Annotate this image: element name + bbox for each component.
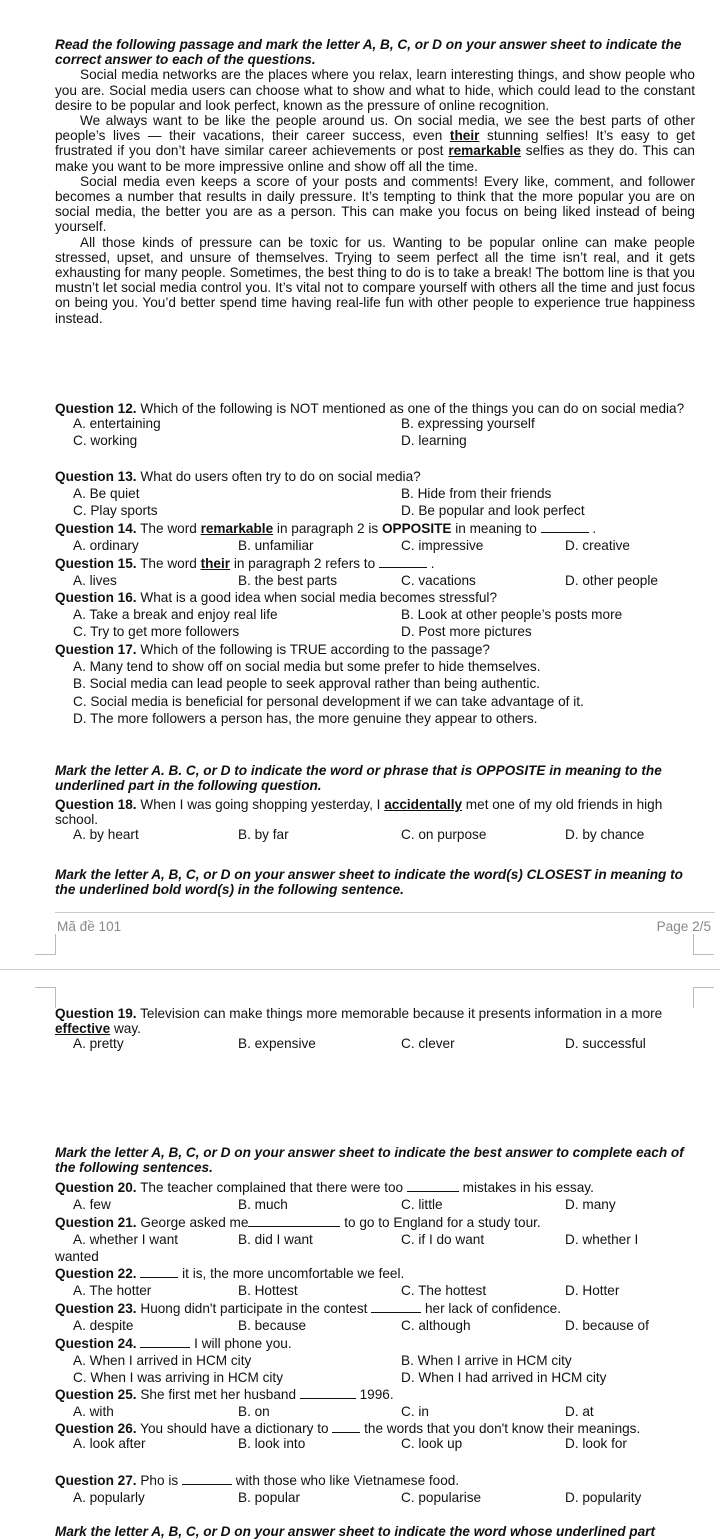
option-d[interactable]: D. Hotter — [565, 1283, 620, 1299]
option-c[interactable]: C. Try to get more followers — [73, 624, 240, 640]
instruction-closest: Mark the letter A, B, C, or D on your answer sheet to indicate the word(s) CLOSEST in meaning to the underlined bold word(s) in the following sentence. — [55, 867, 683, 898]
option-a[interactable]: A. lives — [73, 573, 117, 589]
option-c[interactable]: C. look up — [401, 1436, 463, 1452]
option-b[interactable]: B. much — [238, 1197, 288, 1213]
option-c[interactable]: C. popularise — [401, 1490, 482, 1506]
option-b[interactable]: B. by far — [238, 827, 289, 843]
option-c[interactable]: C. little — [401, 1197, 443, 1213]
question-25: Question 25. She first met her husband 1996. A. with B. on C. in D. at — [55, 1387, 594, 1420]
option-a[interactable]: A. Take a break and enjoy real life — [73, 607, 278, 623]
question-27: Question 27. Pho is with those who like Vietnamese food. A. popularly B. popular C. popularise D. popularity — [55, 1473, 642, 1506]
passage-paragraph-1: Social media networks are the places where you relax, learn interesting things, and show people who you are. Social media users can choose what to show and what to hide, which could lead to the constant desire to be popular and look perfect, known as the pressure of online recognition. — [55, 67, 695, 113]
option-c[interactable]: C. in — [401, 1404, 429, 1420]
question-16: Question 16. What is a good idea when social media becomes stressful? A. Take a break and enjoy real life B. Look at other people’s posts more C. Try to get more followers D. Post more pictures — [55, 590, 623, 640]
passage-paragraph-3: Social media even keeps a score of your posts and comments! Every like, comment, and follower becomes a number that results in daily pressure. It’s tempting to think that the more popular you are on social media, the better you are as a person. This can make you focus on being liked instead of being yourself. — [55, 173, 695, 235]
exam-code: Mã đề 101 — [57, 919, 122, 934]
option-c[interactable]: C. clever — [401, 1036, 455, 1052]
option-a[interactable]: A. Many tend to show off on social media but some prefer to hide themselves. — [73, 659, 541, 675]
crop-mark — [693, 934, 714, 955]
option-a[interactable]: A. The hotter — [73, 1283, 152, 1299]
answer-blank — [300, 1387, 356, 1399]
option-a[interactable]: A. look after — [73, 1436, 146, 1452]
option-a[interactable]: A. with — [73, 1404, 114, 1420]
answer-blank — [407, 1180, 459, 1192]
instruction-reading: Read the following passage and mark the letter A, B, C, or D on your answer sheet to indicate the correct answer to each of the questions. — [55, 37, 682, 68]
option-c[interactable]: C. vacations — [401, 573, 476, 589]
option-b[interactable]: B. Social media can lead people to seek approval rather than being authentic. — [73, 676, 541, 692]
answer-blank — [140, 1266, 178, 1278]
option-a[interactable]: A. When I arrived in HCM city — [73, 1353, 252, 1369]
crop-mark — [693, 987, 714, 1008]
answer-blank — [332, 1421, 360, 1433]
option-d[interactable]: D. popularity — [565, 1490, 642, 1506]
option-d[interactable]: D. many — [565, 1197, 616, 1213]
answer-blank — [140, 1336, 190, 1348]
question-12 — [55, 401, 695, 451]
underlined-word: effective — [55, 1021, 111, 1037]
option-a[interactable]: A. despite — [73, 1318, 134, 1334]
instruction-complete: Mark the letter A, B, C, or D on your answer sheet to indicate the best answer to complete each of the following sentences. — [55, 1145, 684, 1176]
answer-blank — [541, 521, 589, 533]
question-22: Question 22. it is, the more uncomfortable we feel. A. The hotter B. Hottest C. The hottest D. Hotter — [55, 1266, 620, 1299]
option-b[interactable]: B. Hide from their friends — [401, 486, 552, 502]
option-a[interactable]: A. Be quiet — [73, 486, 140, 502]
instruction-opposite: Mark the letter A. B. C, or D to indicate the word or phrase that is OPPOSITE in meaning to the underlined part in the following question. — [55, 763, 662, 794]
answer-blank — [371, 1301, 421, 1313]
question-text: Which of the following is NOT mentioned as one of the things you can do on social media? — [136, 401, 685, 416]
option-d[interactable]: D. The more followers a person has, the more genuine they appear to others. — [73, 710, 538, 726]
option-c[interactable]: C. Play sports — [73, 503, 158, 519]
page-number: Page 2/5 — [656, 919, 711, 934]
instruction-pronunciation: Mark the letter A, B, C, or D on your answer sheet to indicate the word whose underlined part — [55, 1524, 655, 1539]
answer-blank — [182, 1473, 232, 1485]
option-b[interactable]: B. popular — [238, 1490, 300, 1506]
option-d[interactable]: D. at — [565, 1404, 594, 1420]
reading-section — [55, 37, 695, 326]
option-c[interactable]: C. on purpose — [401, 827, 487, 843]
option-c[interactable]: C. if I do want — [401, 1232, 485, 1248]
option-d-continuation: wanted — [55, 1249, 99, 1265]
option-b[interactable]: B. the best parts — [238, 573, 337, 589]
option-a[interactable]: A. whether I want — [73, 1232, 179, 1248]
option-c[interactable]: C. Social media is beneficial for personal development if we can take advantage of it. — [73, 693, 584, 709]
underlined-word: remarkable — [200, 521, 274, 536]
option-c[interactable]: C. impressive — [401, 538, 484, 554]
option-b[interactable]: B. Hottest — [238, 1283, 298, 1299]
underlined-remarkable: remarkable — [448, 143, 521, 159]
option-d[interactable]: D. other people — [565, 573, 658, 589]
question-18: Question 18. When I was going shopping yesterday, I accidentally met one of my old friends in high school. A. by heart B. by far C. on purpose D. by chance — [55, 797, 663, 843]
option-b[interactable]: B. When I arrive in HCM city — [401, 1353, 572, 1369]
underlined-their: their — [449, 128, 480, 144]
option-b[interactable]: B. look into — [238, 1436, 306, 1452]
question-15: Question 15. The word their in paragraph 2 refers to . A. lives B. the best parts C. vacations D. other people — [55, 556, 658, 589]
option-a[interactable]: A. ordinary — [73, 538, 139, 554]
option-c[interactable]: C. working — [73, 433, 138, 449]
question-20: Question 20. The teacher complained that there were too mistakes in his essay. A. few B. much C. little D. many — [55, 1180, 616, 1213]
underlined-word: their — [200, 556, 231, 571]
underlined-word: accidentally — [384, 797, 463, 812]
page-separator — [0, 969, 720, 970]
question-23: Question 23. Huong didn't participate in the contest her lack of confidence. A. despite B. because C. although D. because of — [55, 1301, 649, 1334]
page-footer — [55, 912, 715, 935]
option-a[interactable]: A. entertaining — [73, 416, 161, 432]
option-a[interactable]: A. few — [73, 1197, 111, 1213]
question-label: Question 12. — [55, 401, 137, 416]
option-b[interactable]: B. unfamiliar — [238, 538, 314, 554]
question-17: Question 17. Which of the following is TRUE according to the passage? A. Many tend to show off on social media but some prefer to hide themselves. B. Social media can lead people to seek approval rather than being authentic. C. Social media is beneficial for personal development if we can take advantage of it. D. The more followers a person has, the more genuine they appear to others. — [55, 642, 695, 728]
option-a[interactable]: A. pretty — [73, 1036, 124, 1052]
option-c[interactable]: C. although — [401, 1318, 471, 1334]
crop-mark — [35, 934, 56, 955]
option-b[interactable]: B. Look at other people’s posts more — [401, 607, 623, 623]
option-b[interactable]: B. expressing yourself — [401, 416, 535, 432]
option-d[interactable]: D. When I had arrived in HCM city — [401, 1370, 607, 1386]
option-b[interactable]: B. expensive — [238, 1036, 316, 1052]
option-c[interactable]: C. When I was arriving in HCM city — [73, 1370, 283, 1386]
question-14: Question 14. The word remarkable in paragraph 2 is OPPOSITE in meaning to . A. ordinary B. unfamiliar C. impressive D. creative — [55, 521, 630, 554]
option-d[interactable]: D. learning — [401, 433, 467, 449]
question-19: Question 19. Television can make things more memorable because it presents information in a more effective way. A. pretty B. expensive C. clever D. successful — [55, 1006, 663, 1052]
question-26: Question 26. You should have a dictionary to the words that you don't know their meanings. A. look after B. look into C. look up D. look for — [55, 1421, 641, 1452]
option-a[interactable]: A. popularly — [73, 1490, 145, 1506]
question-24: Question 24. I will phone you. A. When I arrived in HCM city B. When I arrive in HCM city C. When I was arriving in HCM city D. When I had arrived in HCM city — [55, 1336, 607, 1386]
option-d[interactable]: D. creative — [565, 538, 630, 554]
option-b[interactable]: B. did I want — [238, 1232, 313, 1248]
option-d[interactable]: D. successful — [565, 1036, 646, 1052]
crop-mark — [35, 987, 56, 1008]
option-c[interactable]: C. The hottest — [401, 1283, 487, 1299]
option-d[interactable]: D. because of — [565, 1318, 649, 1334]
option-d[interactable]: D. whether I — [565, 1232, 639, 1248]
question-text: What do users often try to do on social media? — [136, 469, 421, 484]
answer-blank — [379, 556, 427, 568]
answer-blank — [248, 1215, 340, 1227]
option-d[interactable]: D. Be popular and look perfect — [401, 503, 585, 519]
question-label: Question 13. — [55, 469, 137, 484]
option-d[interactable]: D. look for — [565, 1436, 627, 1452]
option-d[interactable]: D. by chance — [565, 827, 645, 843]
passage-paragraph-2: We always want to be like the people around us. On social media, we see the best parts of other people’s lives — their vacations, their career success, even their stunning selfies! It’s easy to get frustrated if you don’t have similar career achievements or post remarkable selfies as they do. This can make you want to be more impressive online and show off all the time. — [55, 113, 696, 174]
passage-paragraph-4: All those kinds of pressure can be toxic for us. Wanting to be popular online can make people stressed, upset, and unsure of themselves. Trying to seem perfect all the time isn’t real, and it gets exhausting for many people. Sometimes, the best thing to do is to take a break! The bottom line is that you mustn’t let social media control you. It’s vital not to compare yourself with others all the time and just focus on being you. You’d better spend time having real-life fun with other people to experience true happiness instead. — [55, 234, 695, 326]
option-d[interactable]: D. Post more pictures — [401, 624, 532, 640]
question-13 — [55, 469, 695, 521]
option-b[interactable]: B. on — [238, 1404, 270, 1420]
option-a[interactable]: A. by heart — [73, 827, 139, 843]
question-21: Question 21. George asked me to go to England for a study tour. A. whether I want B. did I want C. if I do want D. whether I wanted — [55, 1215, 695, 1264]
option-b[interactable]: B. because — [238, 1318, 307, 1334]
